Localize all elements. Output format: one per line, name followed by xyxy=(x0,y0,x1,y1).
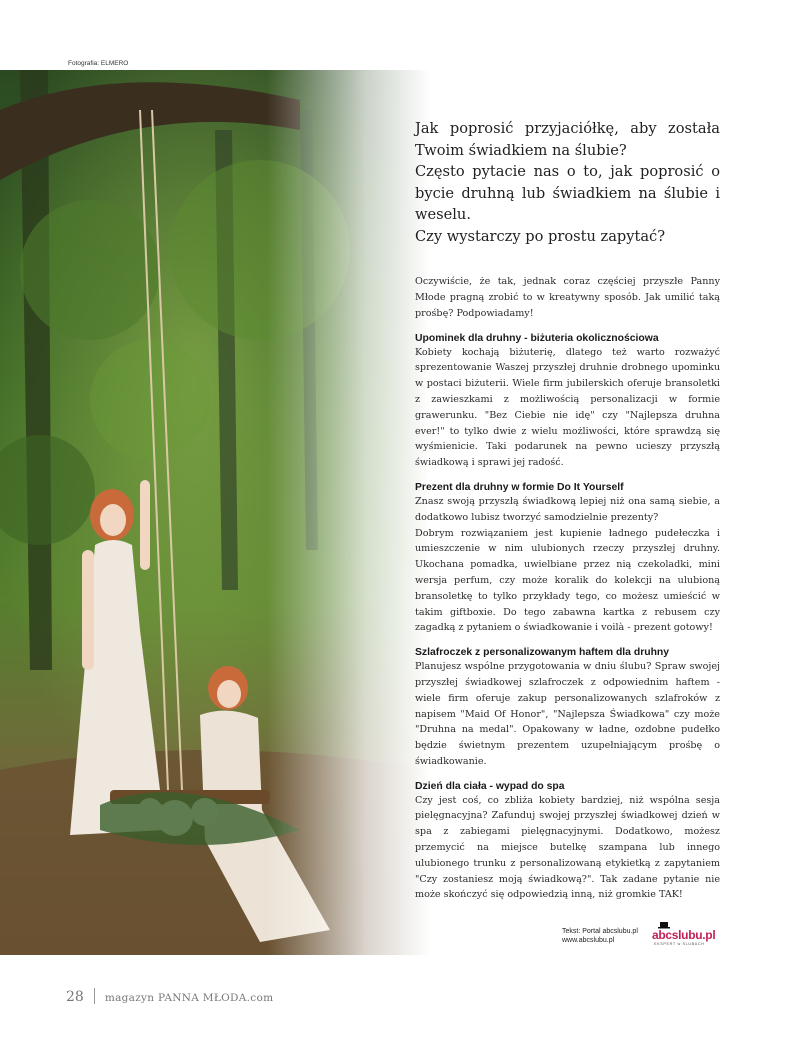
page-footer xyxy=(66,986,273,1005)
article-intro xyxy=(415,118,720,248)
section-jewelry xyxy=(415,333,720,471)
source-url[interactable]: www.abcslubu.pl xyxy=(562,937,615,944)
logo-wordmark: abcslubu.pl xyxy=(652,928,716,942)
section-heading: Upominek dla druhny - biżuteria okolicznościowa xyxy=(415,332,659,344)
magazine-name: magazyn PANNA MŁODA.com xyxy=(104,992,274,1004)
intro-question: Jak poprosić przyjaciółkę, aby została Twoim świadkiem na ślubie? xyxy=(415,120,720,159)
section-spa xyxy=(415,781,720,904)
article-column xyxy=(415,118,720,903)
section-heading: Dzień dla ciała - wypad do spa xyxy=(415,780,565,792)
section-robe xyxy=(415,647,720,770)
article-lead: Oczywiście, że tak, jednak coraz częściej przyszłe Panny Młode pragną zrobić to w kreatywny sposób. Jak umilić taką prośbę? Podpowiadamy! xyxy=(415,275,720,319)
page-number: 28 xyxy=(66,989,84,1005)
cover-photo xyxy=(0,70,430,955)
section-paragraph: Dobrym rozwiązaniem jest kupienie ładnego pudełeczka i umieszczenie w nim ulubionych rzeczy przyszłej druhny. Ukochana pomadka, uwielbiane przez nią czekoladki, mini wersja perfum, czy może koralik do kolekcji na ulubioną bransoletkę to tylko przykłady tego, co możesz umieścić w takim giftboxie. Do tego zabawna kartka z rebusem czy zagadką z pytaniem o świadkowanie i voilà - prezent gotowy! xyxy=(415,527,720,634)
section-paragraph: Znasz swoją przyszłą świadkową lepiej niż ona samą siebie, a dodatkowo lubisz tworzyć samodzielnie prezenty? xyxy=(415,495,720,523)
logo-tagline: EKSPERT w ŚLUBACH xyxy=(654,942,705,946)
section-diy xyxy=(415,482,720,636)
intro-line: Czy wystarczy po prostu zapytać? xyxy=(415,227,666,245)
photo-credit: Fotografia: ELMERO xyxy=(68,60,129,67)
section-heading: Prezent dla druhny w formie Do It Yourself xyxy=(415,481,624,493)
section-paragraph: Czy jest coś, co zbliża kobiety bardziej, niż wspólna sesja pielęgnacyjna? Zafunduj swojej przyszłej świadkowej dzień w spa z zabiegami pielęgnacyjnymi. Dodatkowo, możesz przemycić na miejsce butelkę szampana lub innego ulubionego trunku z personalizowaną etykietką z zapytaniem "Czy zostaniesz moją świadkową?". Tak zadane pytanie nie może skończyć się odpowiedzią inną, niż gromkie TAK! xyxy=(415,794,720,901)
section-paragraph: Kobiety kochają biżuterię, dlatego też warto rozważyć sprezentowanie Waszej przyszłej druhnie drobnego upominku w postaci biżuterii. Wiele firm jubilerskich oferuje bransoletki z zawieszkami z możliwością personalizacji w formie grawerunku. "Bez Ciebie nie idę" czy "Najlepsza druhna ever!" to tylko dwie z wielu możliwości, które sprawdzą się wyśmienicie. Taki podarunek na pewno ucieszy przyszłą świadkową i sprawi jej radość. xyxy=(415,346,720,469)
section-heading: Szlafroczek z personalizowanym haftem dla druhny xyxy=(415,647,670,659)
intro-line: Często pytacie nas o to, jak poprosić o bycie druhną lub świadkiem na ślubie i weselu. xyxy=(415,163,720,224)
source-author: Tekst: Portal abcslubu.pl xyxy=(562,928,638,935)
section-paragraph: Planujesz wspólne przygotowania w dniu ślubu? Spraw swojej przyszłej świadkowej szlafroczek z odpowiednim haftem - wiele firm oferuje zakup personalizowanych szlafroków z napisem "Maid Of Honor", "Najlepsza Świadkowa" czy może "Druhna na medal". Opakowany w ładne, ozdobne pudełko będzie świetnym prezentem uzupełniającym prośbę o świadkowanie. xyxy=(415,661,720,767)
footer-divider xyxy=(94,988,95,1004)
text-source xyxy=(562,927,638,945)
